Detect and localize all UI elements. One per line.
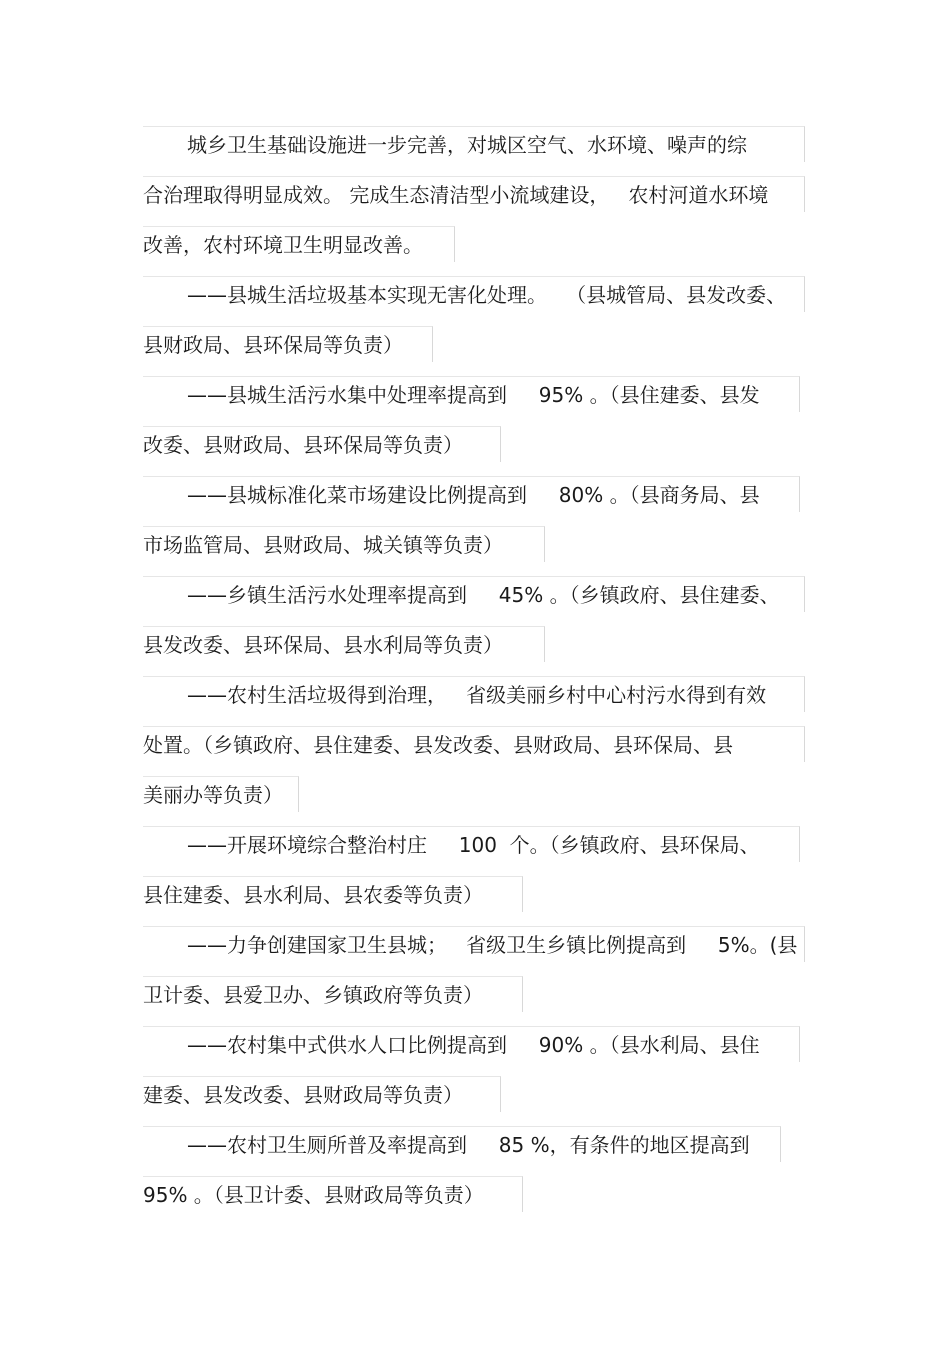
text-line: ——县城生活污水集中处理率提高到 95% 。（县住建委、县发 bbox=[143, 376, 800, 412]
text-line: ——农村集中式供水人口比例提高到 90% 。（县水利局、县住 bbox=[143, 1026, 800, 1062]
text-line: 卫计委、县爱卫办、乡镇政府等负责） bbox=[143, 976, 523, 1012]
text-line: ——乡镇生活污水处理率提高到 45% 。（乡镇政府、县住建委、 bbox=[143, 576, 805, 612]
text-line: 城乡卫生基础设施进一步完善，对城区空气、水环境、噪声的综 bbox=[143, 126, 805, 162]
text-line: 县发改委、县环保局、县水利局等负责） bbox=[143, 626, 545, 662]
text-line: ——县城标准化菜市场建设比例提高到 80% 。（县商务局、县 bbox=[143, 476, 800, 512]
text-line: 市场监管局、县财政局、城关镇等负责） bbox=[143, 526, 545, 562]
text-line: 合治理取得明显成效。 完成生态清洁型小流域建设， 农村河道水环境 bbox=[143, 176, 805, 212]
text-line: 县住建委、县水利局、县农委等负责） bbox=[143, 876, 523, 912]
text-line: ——农村生活垃圾得到治理， 省级美丽乡村中心村污水得到有效 bbox=[143, 676, 805, 712]
text-line: 建委、县发改委、县财政局等负责） bbox=[143, 1076, 501, 1112]
text-line: 美丽办等负责） bbox=[143, 776, 299, 812]
text-line: ——开展环境综合整治村庄 100 个。（乡镇政府、县环保局、 bbox=[143, 826, 800, 862]
text-line: 95% 。（县卫计委、县财政局等负责） bbox=[143, 1176, 523, 1212]
text-line: 处置。（乡镇政府、县住建委、县发改委、县财政局、县环保局、县 bbox=[143, 726, 805, 762]
text-line: 改委、县财政局、县环保局等负责） bbox=[143, 426, 501, 462]
text-line: 改善，农村环境卫生明显改善。 bbox=[143, 226, 455, 262]
text-line: 县财政局、县环保局等负责） bbox=[143, 326, 433, 362]
text-line: ——力争创建国家卫生县城； 省级卫生乡镇比例提高到 5%。(县 bbox=[143, 926, 805, 962]
text-line: ——县城生活垃圾基本实现无害化处理。 （县城管局、县发改委、 bbox=[143, 276, 805, 312]
text-line: ——农村卫生厕所普及率提高到 85 %，有条件的地区提高到 bbox=[143, 1126, 781, 1162]
